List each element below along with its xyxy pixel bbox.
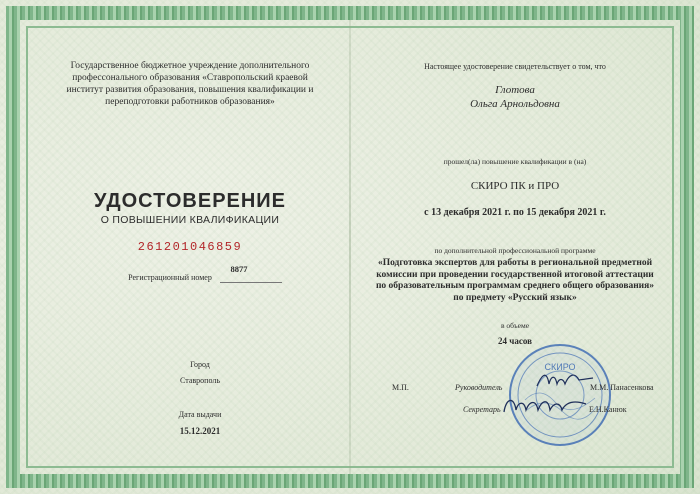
registration-label: Регистрационный номер xyxy=(128,273,212,282)
city-label: Город xyxy=(190,360,210,369)
intro-text: Настоящее удостоверение свидетельствует о том, что xyxy=(424,62,606,71)
head-label: Руководитель xyxy=(455,383,503,392)
training-period: с 13 декабря 2021 г. по 15 декабря 2021 г. xyxy=(424,207,606,218)
issue-date: 15.12.2021 xyxy=(179,426,221,436)
page-fold xyxy=(349,20,351,474)
program-title: «Подготовка экспертов для работы в региональной предметной комиссии при проведении государственной итоговой аттестации по образовательным программам среднего общего образования» по предмету «Русский язык» xyxy=(375,258,655,303)
institution: СКИРО ПК и ПРО xyxy=(470,180,560,192)
registration-number: 8877 xyxy=(230,264,248,274)
certificate-subtitle: О ПОВЫШЕНИИ КВАЛИФИКАЦИИ xyxy=(100,214,280,226)
head-signature xyxy=(535,368,595,392)
holder-surname: Глотова xyxy=(495,84,535,96)
secretary-signature xyxy=(500,392,590,418)
volume-label: в объеме xyxy=(500,321,530,330)
city-value: Ставрополь xyxy=(180,376,220,385)
holder-name: Ольга Арнольдовна xyxy=(470,98,560,110)
head-name: М.М. Панасенкова xyxy=(590,383,654,392)
program-label: по дополнительной профессиональной программе xyxy=(434,246,596,255)
organization-name: Государственное бюджетное учреждение дополнительного профессонального образования «Ставропольский краевой институт развития образования, повышения квалификации и переподготовки работников образования» xyxy=(66,61,314,107)
secretary-label: Секретарь xyxy=(463,405,501,414)
seal-place-label: М.П. xyxy=(392,383,409,392)
serial-number: 261201046859 xyxy=(137,240,243,254)
issue-date-label: Дата выдачи xyxy=(178,410,222,419)
registration-underline xyxy=(220,282,282,283)
secretary-name: Е.Н.Канюк xyxy=(589,405,627,414)
hours-value: 24 часов xyxy=(498,336,532,346)
passed-label: прошел(ла) повышение квалификации в (на) xyxy=(443,157,587,166)
stamp-text: СКИРО xyxy=(544,362,576,372)
certificate-title: УДОСТОВЕРЕНИЕ xyxy=(93,190,287,212)
